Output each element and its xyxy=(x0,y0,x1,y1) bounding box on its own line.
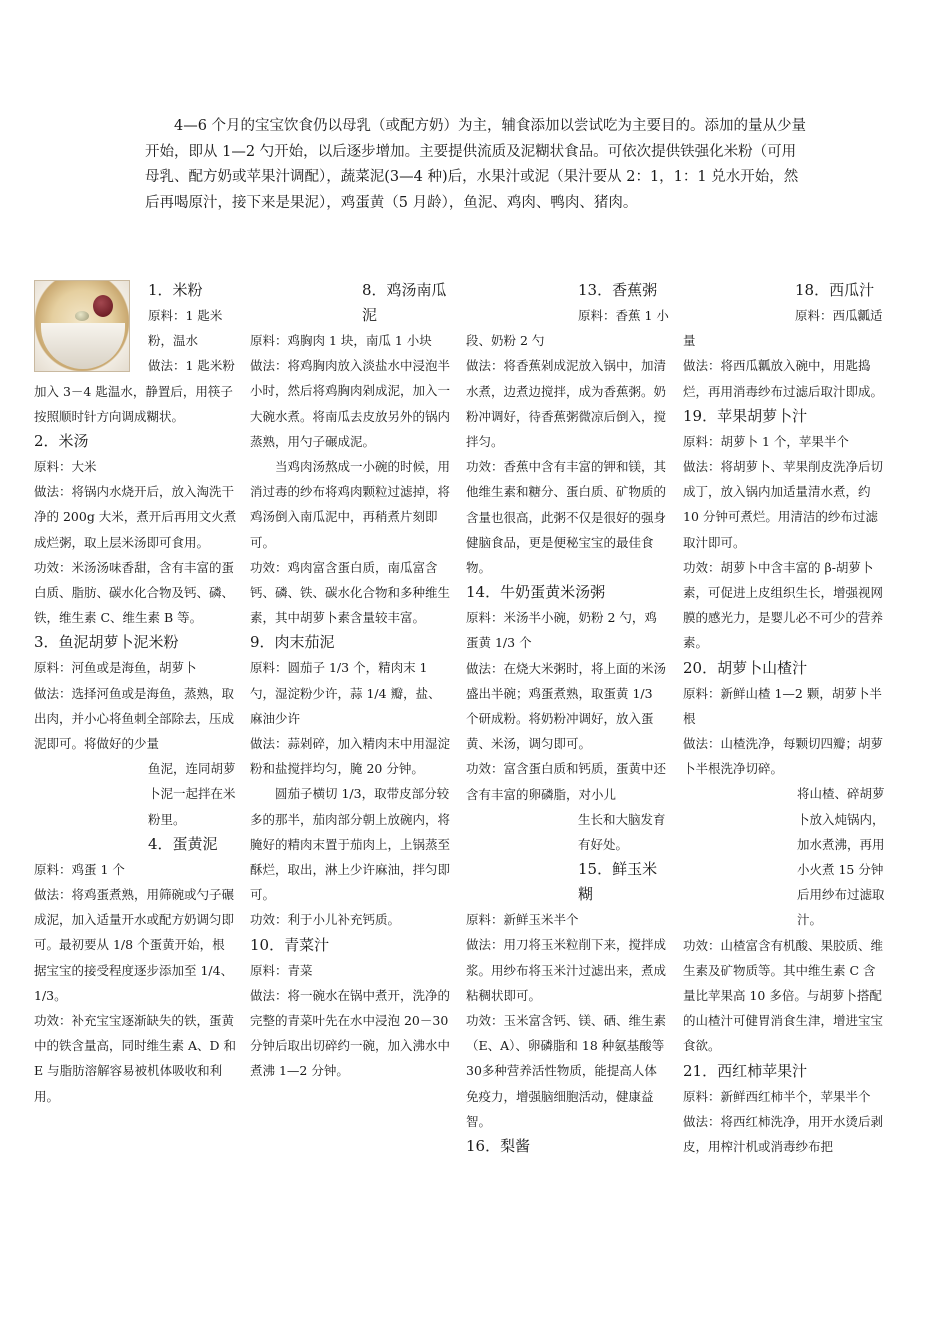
recipe-15-ingredients: 原料：新鲜玉米半个 xyxy=(466,912,579,928)
recipe-9-title: 9．肉末茄泥 xyxy=(250,633,335,652)
float-space xyxy=(466,278,578,312)
column-3 xyxy=(466,278,669,1159)
recipe-19-title: 19．苹果胡萝卜汁 xyxy=(683,406,808,425)
recipe-2-title: 2．米汤 xyxy=(34,432,89,451)
recipe-16-title: 16．梨酱 xyxy=(466,1137,531,1156)
float-space xyxy=(683,278,795,312)
recipe-20-effect: 功效：山楂富含有机酸、果胶质、维生素及矿物质等。其中维生素 C 含量比苹果高 10 多倍。与胡萝卜搭配的山楂汁可健胃消食生津，增进宝宝食欲。 xyxy=(683,937,884,1054)
recipe-1-title: 1．米粉 xyxy=(148,281,203,299)
recipe-21-method: 做法：将西红柿洗净，用开水烫后剥皮，用榨汁机或消毒纱布把 xyxy=(683,1113,884,1155)
red-date-shape xyxy=(93,295,113,317)
recipe-9-ingredients: 原料：圆茄子 1/3 个，精肉末 1 勺，湿淀粉少许，蒜 1/4 瓣，盐、麻油少许 xyxy=(250,660,441,726)
recipe-15-method: 做法：用刀将玉米粒削下来，搅拌成浆。用纱布将玉米汁过滤出来，煮成粘稠状即可。 xyxy=(466,937,667,1003)
recipe-21-ingredients: 原料：新鲜西红柿半个，苹果半个 xyxy=(683,1088,871,1104)
nut-shape xyxy=(75,311,89,321)
recipe-14-effect-cont: 生长和大脑发育有好处。 xyxy=(578,811,666,853)
recipe-2-ingredients: 原料：大米 xyxy=(34,459,97,475)
recipe-19-method: 做法：将胡萝卜、苹果削皮洗净后切成丁，放入锅内加适量清水煮，约 10 分钟可煮烂。用清洁的纱布过滤取汁即可。 xyxy=(683,459,884,550)
recipe-9-method: 做法：蒜剁碎，加入精肉末中用湿淀粉和盐搅拌均匀，腌 20 分钟。 xyxy=(250,736,451,777)
recipe-4-title: 4．蛋黄泥 xyxy=(148,834,218,853)
recipe-13-effect: 功效：香蕉中含有丰富的钾和镁，其他维生素和糖分、蛋白质、矿物质的含量也很高，此粥不仅是很好的强身健脑食品，更是便秘宝宝的最佳食物。 xyxy=(466,459,667,576)
recipe-1-method: 做法：1 匙米粉加入 3－4 匙温水，静置后，用筷子按照顺时针方向调成糊状。 xyxy=(34,358,235,424)
recipe-15-effect: 功效：玉米富含钙、镁、硒、维生素（E、A）、卵磷脂和 18 种氨基酸等30多种营养活性物质，能提高人体免疫力，增强脑细胞活动，健康益智。 xyxy=(466,1013,667,1129)
recipe-8-method: 做法：将鸡胸肉放入淡盐水中浸泡半小时，然后将鸡胸肉剁成泥，加入一大碗水煮。将南瓜去皮放另外的锅内蒸熟，用勺子碾成泥。 xyxy=(250,358,451,449)
recipe-18-method: 做法：将西瓜瓤放入碗中，用匙捣烂，再用消毒纱布过滤后取汁即成。 xyxy=(683,358,884,399)
recipe-14-method: 做法：在烧大米粥时，将上面的米汤盛出半碗；鸡蛋煮熟，取蛋黄 1/3 个研成粉。将奶粉冲调好，放入蛋黄、米汤，调匀即可。 xyxy=(466,660,667,752)
recipe-8-effect: 功效：鸡肉富含蛋白质，南瓜富含钙、磷、铁、碳水化合物和多种维生素，其中胡萝卜素含量较丰富。 xyxy=(250,559,451,626)
float-space xyxy=(250,278,362,312)
recipe-3-title: 3．鱼泥胡萝卜泥米粉 xyxy=(34,633,179,652)
recipe-3-method: 做法：选择河鱼或是海鱼，蒸熟，取出肉，并小心将鱼刺全部除去，压成泥即可。将做好的少量 xyxy=(34,685,235,752)
intro-paragraph: 4—6 个月的宝宝饮食仍以母乳（或配方奶）为主，辅食添加以尝试吃为主要目的。添加的量从少量开始，即从 1—2 勺开始，以后逐步增加。主要提供流质及泥糊状食品。可依次提供铁强化米粉（可用母乳、配方奶或苹果汁调配），蔬菜泥(3—4 种)后，水果汁或泥（果汁要从 2：1，1：1 兑水开始，然后再喝原汁，接下来是果泥），鸡蛋黄（5 月龄），鱼泥、鸡肉、鸭肉、猪肉。 xyxy=(145,118,807,211)
recipe-13-title: 13．香蕉粥 xyxy=(578,281,658,299)
recipe-2-effect: 功效：米汤汤味香甜，含有丰富的蛋白质、脂肪、碳水化合物及钙、磷、铁，维生素 C、维生素 B 等。 xyxy=(34,559,235,626)
recipe-20-method-cont: 将山楂、碎胡萝卜放入炖锅内，加水煮沸，再用小火煮 15 分钟后用纱布过滤取汁。 xyxy=(797,786,885,928)
recipe-4-method: 做法：将鸡蛋煮熟，用筛碗或勺子碾成泥，加入适量开水或配方奶调匀即可。最初要从 1/8 个蛋黄开始，根据宝宝的接受程度逐步添加至 1/4、1/3。 xyxy=(34,887,235,1003)
recipe-21-title: 21．西红柿苹果汁 xyxy=(683,1061,808,1080)
recipe-8-ingredients: 原料：鸡胸肉 1 块，南瓜 1 小块 xyxy=(250,333,432,348)
recipe-3-method-cont: 鱼泥，连同胡萝卜泥一起拌在米粉里。 xyxy=(148,761,236,827)
recipe-14-ingredients: 原料：米汤半小碗，奶粉 2 勺，鸡蛋黄 1/3 个 xyxy=(466,610,657,651)
recipe-13-method: 做法：将香蕉剁成泥放入锅中，加清水煮，边煮边搅拌，成为香蕉粥。奶粉冲调好，待香蕉粥微凉后倒入，搅拌匀。 xyxy=(466,358,667,450)
recipe-9-method-cont: 圆茄子横切 1/3，取带皮部分较多的那半，茄肉部分朝上放碗内，将腌好的精肉末置于茄肉上，上锅蒸至酥烂，取出，淋上少许麻油，拌匀即可。 xyxy=(250,786,451,903)
recipe-10-method: 做法：将一碗水在锅中煮开，洗净的完整的青菜叶先在水中浸泡 20－30 分钟后取出切碎约一碗，加入沸水中煮沸 1—2 分钟。 xyxy=(250,987,451,1079)
recipe-8-method-cont: 当鸡肉汤熬成一小碗的时候，用消过毒的纱布将鸡肉颗粒过滤掉，将鸡汤倒入南瓜泥中，再稍煮片刻即可。 xyxy=(250,459,451,550)
recipe-18-title: 18．西瓜汁 xyxy=(795,281,875,299)
recipe-3-ingredients: 原料：河鱼或是海鱼，胡萝卜 xyxy=(34,660,197,676)
recipe-20-title: 20．胡萝卜山楂汁 xyxy=(683,658,808,677)
recipe-13-ingredients: 原料：香蕉 1 小段、奶粉 2 勺 xyxy=(466,308,669,349)
rice-cereal-bowl-photo xyxy=(34,280,130,372)
recipe-9-effect: 功效：利于小儿补充钙质。 xyxy=(250,912,401,928)
recipe-19-effect: 功效：胡萝卜中含丰富的 β-胡萝卜素，可促进上皮组织生长，增强视网膜的感光力，是婴儿必不可少的营养素。 xyxy=(683,559,884,651)
bowl-shape xyxy=(41,323,125,369)
recipe-10-ingredients: 原料：青菜 xyxy=(250,962,313,978)
recipe-10-title: 10．青菜汁 xyxy=(250,935,330,954)
recipe-14-effect: 功效：富含蛋白质和钙质，蛋黄中还含有丰富的卵磷脂，对小儿 xyxy=(466,761,667,802)
recipe-18-ingredients: 原料：西瓜瓤适量 xyxy=(683,308,883,349)
recipe-20-ingredients: 原料：新鲜山楂 1—2 颗，胡萝卜半根 xyxy=(683,685,882,726)
column-2 xyxy=(250,278,453,1084)
recipe-8-title: 8．鸡汤南瓜泥 xyxy=(362,281,447,324)
recipe-15-title: 15．鲜玉米糊 xyxy=(578,860,658,904)
recipe-20-method: 做法：山楂洗净，每颗切四瓣；胡萝卜半根洗净切碎。 xyxy=(683,736,884,777)
recipe-1-ingredients: 原料：1 匙米粉，温水 xyxy=(148,308,223,349)
recipe-2-method: 做法：将锅内水烧开后，放入淘洗干净的 200g 大米，煮开后再用文火煮成烂粥，取上层米汤即可食用。 xyxy=(34,484,237,550)
recipe-14-title: 14．牛奶蛋黄米汤粥 xyxy=(466,583,606,602)
recipe-4-ingredients: 原料：鸡蛋 1 个 xyxy=(34,861,125,877)
recipe-19-ingredients: 原料：胡萝卜 1 个，苹果半个 xyxy=(683,433,849,449)
column-1 xyxy=(34,278,237,1109)
recipe-4-effect: 功效：补充宝宝逐渐缺失的铁，蛋黄中的铁含量高，同时维生素 A、D 和 E 与脂肪溶解容易被机体吸收和利用。 xyxy=(34,1013,236,1104)
column-4 xyxy=(683,278,886,1159)
